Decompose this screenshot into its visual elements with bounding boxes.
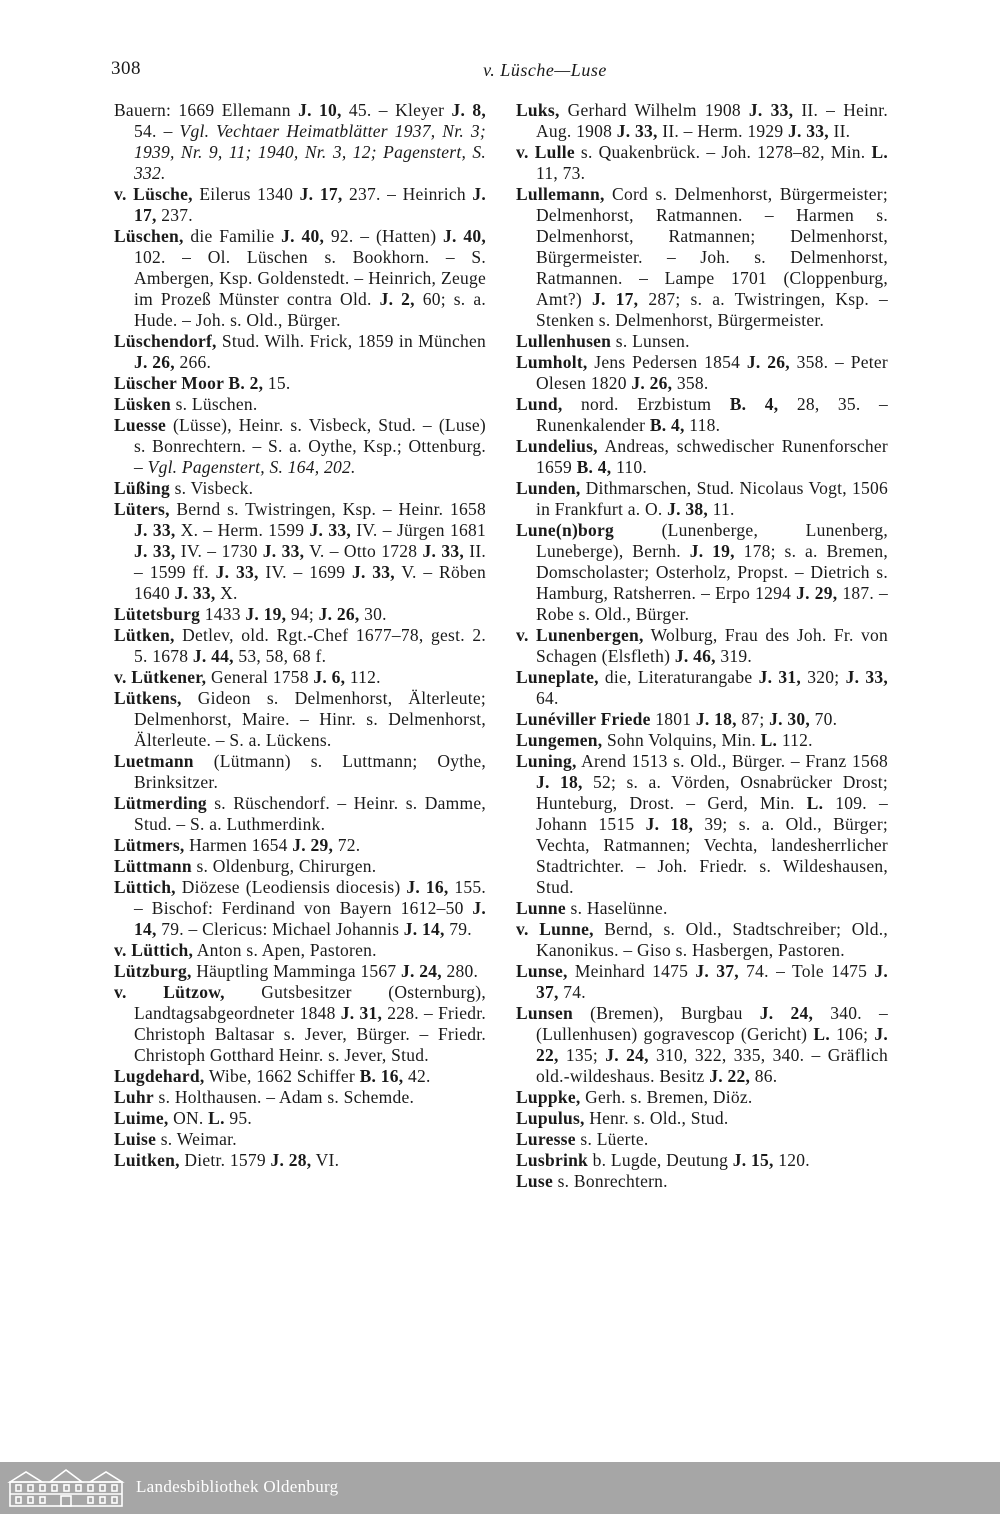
index-entry: Lüttmann s. Oldenburg, Chirurgen. [114,856,377,876]
library-name: Landesbibliothek Oldenburg [136,1477,339,1496]
index-entry: Lupulus, Henr. s. Old., Stud. [516,1108,729,1128]
library-footer [0,1462,1000,1514]
index-entry: v. Lüsche, Eilerus 1340 J. 17, 237. – Heinrich J. 17, 237. [114,184,486,225]
library-building-logo-icon [6,1468,126,1508]
index-entry: Lützburg, Häuptling Mamminga 1567 J. 24, 280. [114,961,479,981]
page-number: 308 [111,58,141,79]
index-entry: Luime, ON. L. 95. [114,1108,252,1128]
index-entry: Luning, Arend 1513 s. Old., Bürger. – Franz 1568 J. 18, 52; s. a. Vörden, Osnabrücker Drost; Hunteburg, Drost. – Gerd, Min. L. 109. – Johann 1515 J. 18, 39; s. a. Old., Bürger; Vechta, Ratmannen; Vechta, landesherrlicher Stadtrichter. – Joh. Friedr. s. Wildeshausen, Stud. [516,751,889,897]
index-entry: Luresse s. Lüerte. [516,1129,649,1149]
index-entry: v. Lulle s. Quakenbrück. – Joh. 1278–82, Min. L. 11, 73. [516,142,889,183]
index-entry: Luks, Gerhard Wilhelm 1908 J. 33, II. – Heinr. Aug. 1908 J. 33, II. – Herm. 1929 J. 33, II. [516,100,889,141]
index-entry: Lungemen, Sohn Volquins, Min. L. 112. [516,730,813,750]
index-entry: Lullemann, Cord s. Delmenhorst, Bürgermeister; Delmenhorst, Ratmannen. – Harmen s. Delmenhorst, Ratmannen; Delmenhorst, Bürgermeister. – Joh. s. Delmenhorst, Ratmannen. – Lampe 1701 (Cloppenburg, Amt?) J. 17, 287; s. a. Twistringen, Ksp. – Stenken s. Delmenhorst, Bürgermeister. [516,184,889,330]
index-entry: v. Lunenbergen, Wolburg, Frau des Joh. Fr. von Schagen (Elsfleth) J. 46, 319. [516,625,888,666]
index-entry: Lütmerding s. Rüschendorf. – Heinr. s. Damme, Stud. – S. a. Luthmerdink. [114,793,486,834]
index-entry: Lugdehard, Wibe, 1662 Schiffer B. 16, 42. [114,1066,431,1086]
index-entry: Lusbrink b. Lugde, Deutung J. 15, 120. [516,1150,810,1170]
index-entry: Luneplate, die, Literaturangabe J. 31, 320; J. 33, 64. [516,667,889,708]
index-entry: Lunden, Dithmarschen, Stud. Nicolaus Vogt, 1506 in Frankfurt a. O. J. 38, 11. [516,478,888,519]
index-entry: v. Lützow, Gutsbesitzer (Osternburg), Landtagsabgeordneter 1848 J. 31, 228. – Friedr. Christoph Baltasar s. Jever, Bürger. – Friedr. Christoph Gotthard Heinr. s. Jever, Stud. [114,982,486,1065]
index-entry: v. Lunne, Bernd, s. Old., Stadtschreiber; Old., Kanonikus. – Giso s. Hasbergen, Pastoren. [516,919,888,960]
index-entry: Lüßing s. Visbeck. [114,478,254,498]
index-entry: Luesse (Lüsse), Heinr. s. Visbeck, Stud. – (Luse) s. Bonrechtern. – S. a. Oythe, Ksp.; Ottenburg. – Vgl. Pagenstert, S. 164, 202. [114,415,486,477]
index-entry: Lund, nord. Erzbistum B. 4, 28, 35. – Runenkalender B. 4, 118. [516,394,888,435]
index-entry: Lunne s. Haselünne. [516,898,668,918]
index-entry: Lullenhusen s. Lunsen. [516,331,690,351]
index-entry: Lüschendorf, Stud. Wilh. Frick, 1859 in München J. 26, 266. [114,331,486,372]
index-entry: Luitken, Dietr. 1579 J. 28, VI. [114,1150,340,1170]
index-entry: Luhr s. Holthausen. – Adam s. Schemde. [114,1087,415,1107]
index-entry: Luetmann (Lütmann) s. Luttmann; Oythe, Brinksitzer. [114,751,486,792]
index-column-right [516,100,888,1192]
index-entry: Lütkens, Gideon s. Delmenhorst, Älterleute; Delmenhorst, Maire. – Hinr. s. Delmenhorst, Älterleute. – S. a. Lückens. [114,688,486,750]
index-entry: Luse s. Bonrechtern. [516,1171,668,1191]
index-column-left [114,100,486,1171]
index-entry: Lundelius, Andreas, schwedischer Runenforscher 1659 B. 4, 110. [516,436,888,477]
index-entry: Lüsken s. Lüschen. [114,394,258,414]
index-entry: Lunsen (Bremen), Burgbau J. 24, 340. – (Lullenhusen) gogravescop (Gericht) L. 106; J. 22, 135; J. 24, 310, 322, 335, 340. – Gräflich old.-wildeshaus. Besitz J. 22, 86. [516,1003,889,1086]
index-entry: Lütmers, Harmen 1654 J. 29, 72. [114,835,361,855]
running-head: v. Lüsche—Luse [483,60,607,80]
index-entry: Lune(n)borg (Lunenberge, Lunenberg, Luneberge), Bernh. J. 19, 178; s. a. Bremen, Domscholaster; Osterholz, Propst. – Dietrich s. Hamburg, Ratsherren. – Erpo 1294 J. 29, 187. – Robe s. Old., Bürger. [516,520,889,624]
index-entry: Lüscher Moor B. 2, 15. [114,373,291,393]
index-entry: Lunse, Meinhard 1475 J. 37, 74. – Tole 1475 J. 37, 74. [516,961,888,1002]
index-entry: Lüschen, die Familie J. 40, 92. – (Hatten) J. 40, 102. – Ol. Lüschen s. Bookhorn. – S. Ambergen, Ksp. Goldenstedt. – Heinrich, Zeuge im Prozeß Münster contra Old. J. 2, 60; s. a. Hude. – Joh. s. Old., Bürger. [114,226,486,330]
index-entry: Lumholt, Jens Pedersen 1854 J. 26, 358. – Peter Olesen 1820 J. 26, 358. [516,352,888,393]
index-entry: Luppke, Gerh. s. Bremen, Diöz. [516,1087,753,1107]
index-entry: Lütken, Detlev, old. Rgt.-Chef 1677–78, gest. 2. 5. 1678 J. 44, 53, 58, 68 f. [114,625,486,666]
index-entry: v. Lüttich, Anton s. Apen, Pastoren. [114,940,377,960]
index-entry: Bauern: 1669 Ellemann J. 10, 45. – Kleyer J. 8, 54. – Vgl. Vechtaer Heimatblätter 1937, Nr. 3; 1939, Nr. 9, 11; 1940, Nr. 3, 12; Pagenstert, S. 332. [114,100,486,183]
index-entry: Lüters, Bernd s. Twistringen, Ksp. – Heinr. 1658 J. 33, X. – Herm. 1599 J. 33, IV. – Jürgen 1681 J. 33, IV. – 1730 J. 33, V. – Otto 1728 J. 33, II. – 1599 ff. J. 33, IV. – 1699 J. 33, V. – Röben 1640 J. 33, X. [114,499,487,603]
index-entry: Lüttich, Diözese (Leodiensis diocesis) J. 16, 155. – Bischof: Ferdinand von Bayern 1612–50 J. 14, 79. – Clericus: Michael Johannis J. 14, 79. [114,877,486,939]
index-entry: Luise s. Weimar. [114,1129,237,1149]
index-entry: Lunéviller Friede 1801 J. 18, 87; J. 30, 70. [516,709,838,729]
index-entry: Lütetsburg 1433 J. 19, 94; J. 26, 30. [114,604,387,624]
index-entry: v. Lütkener, General 1758 J. 6, 112. [114,667,381,687]
